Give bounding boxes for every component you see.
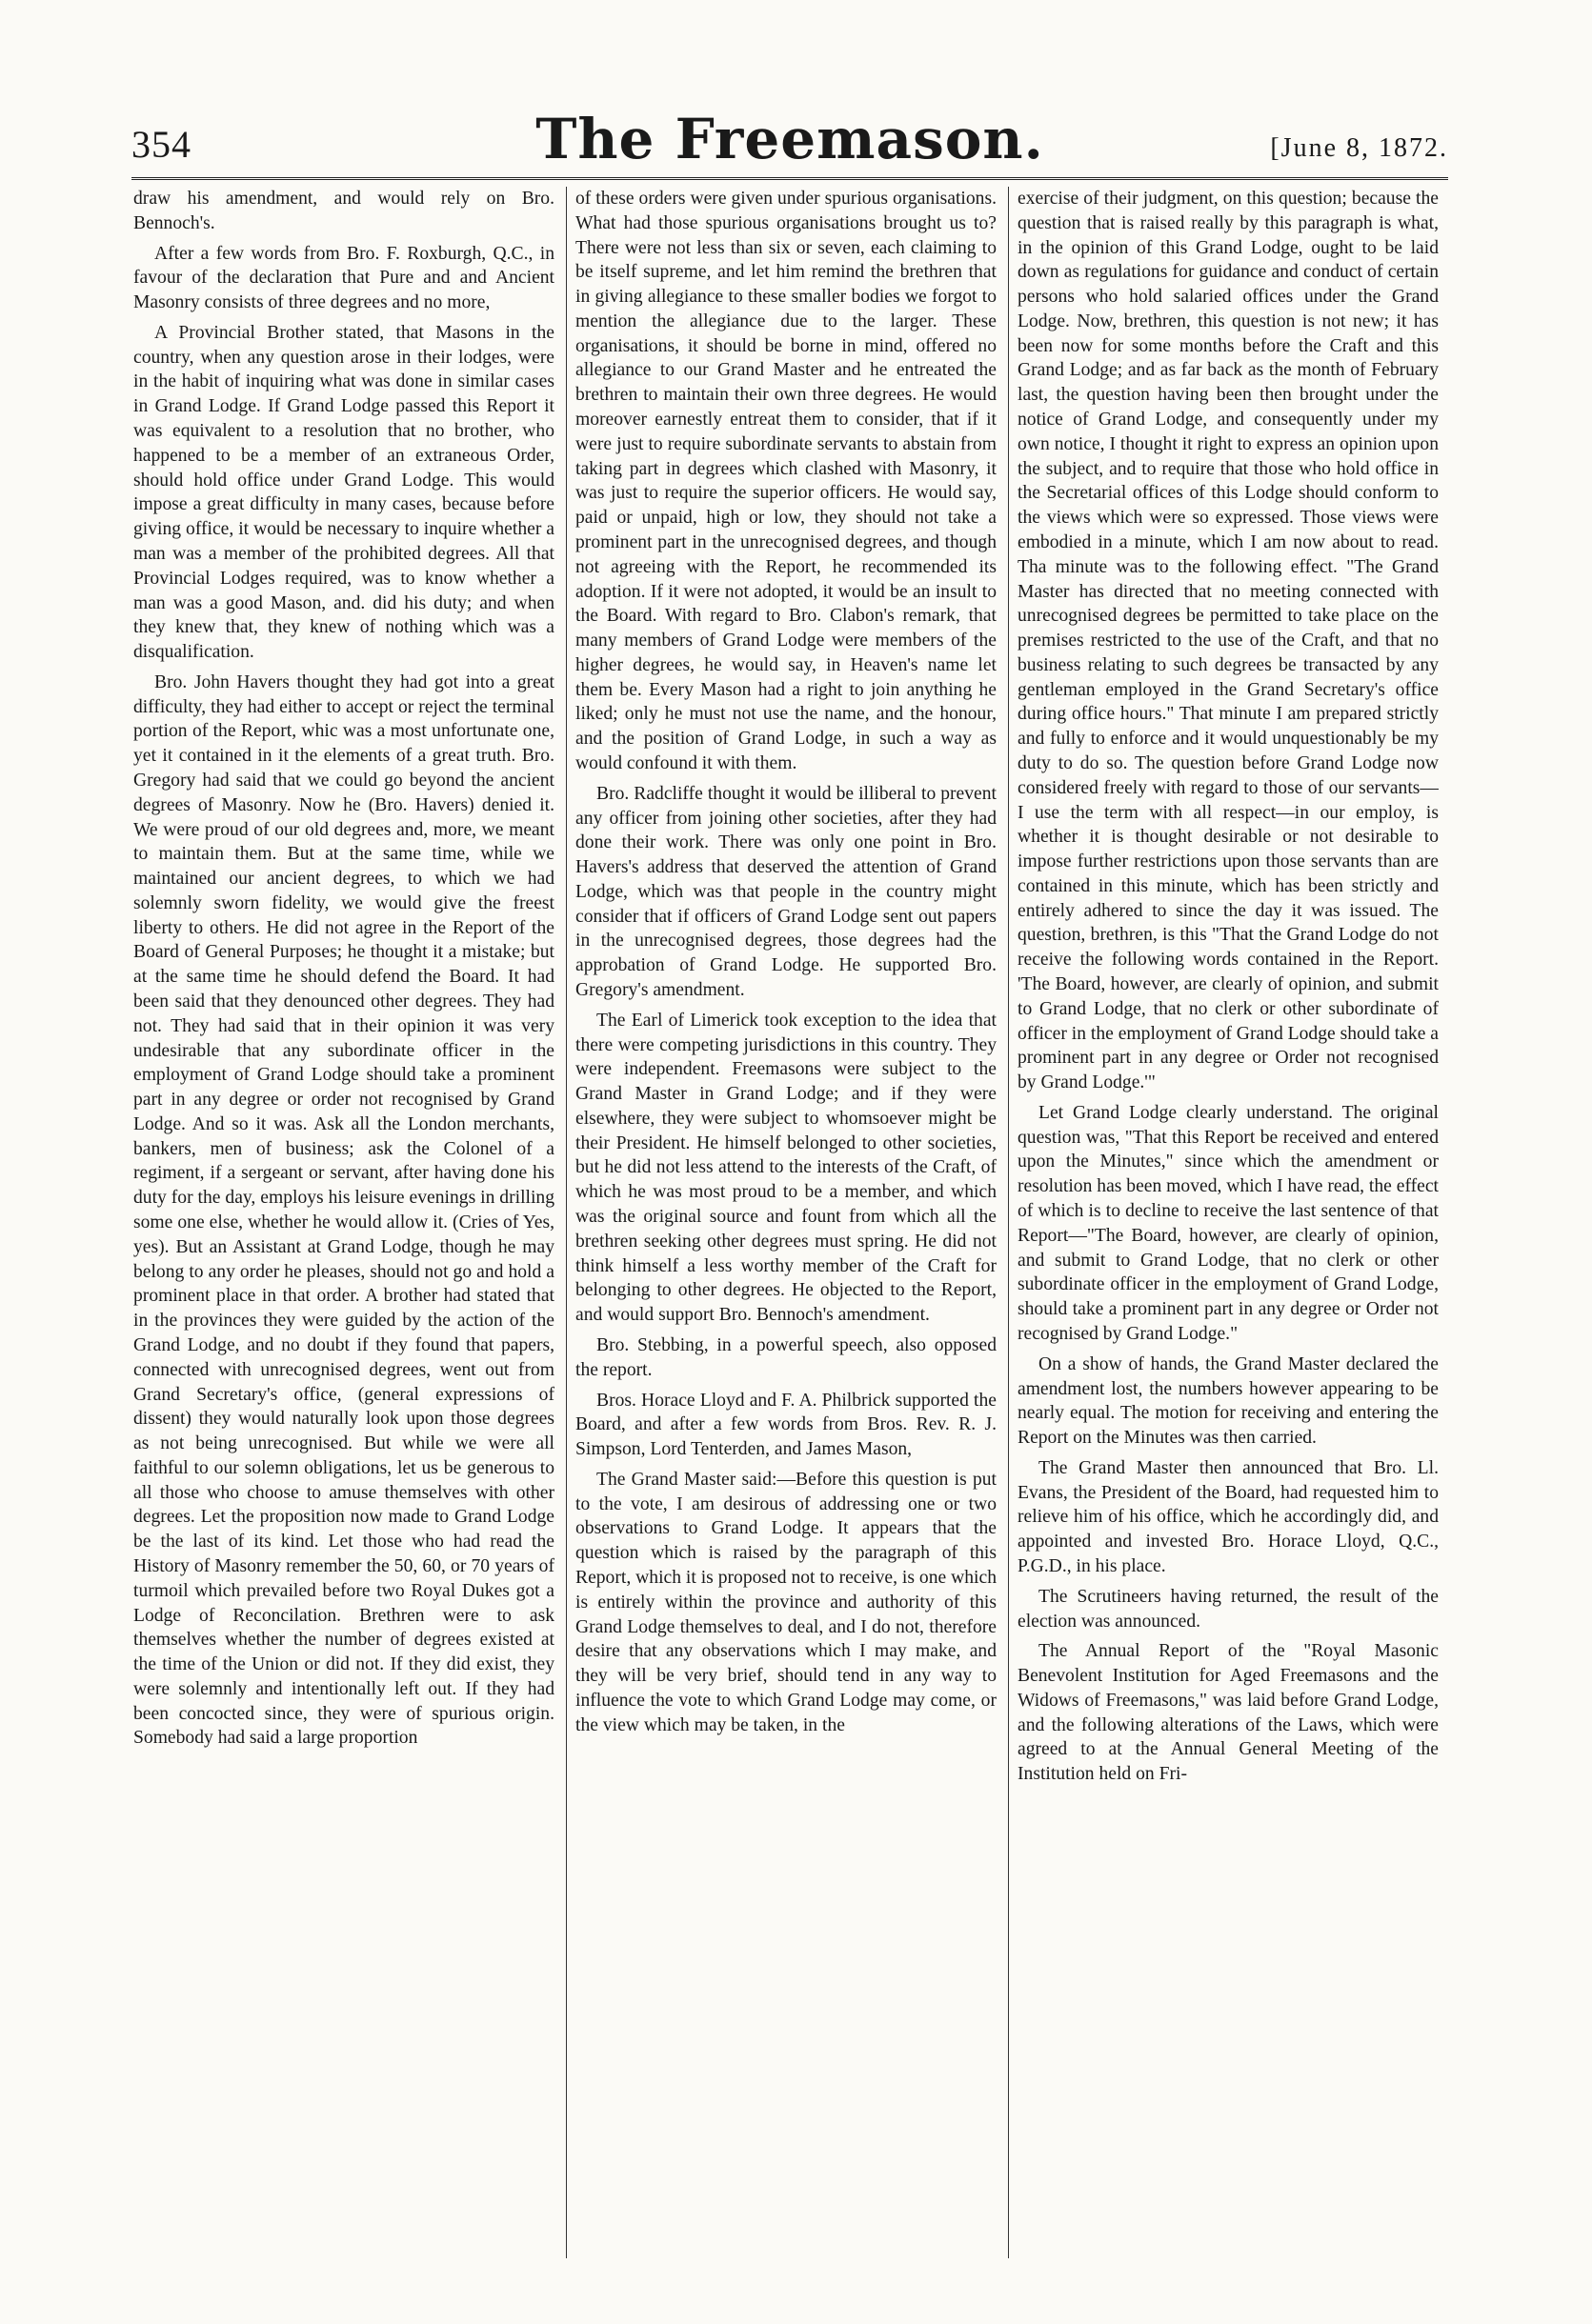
paragraph: exercise of their judgment, on this question; because the question that is raised really by this paragraph is what, in the opinion of this Grand Lodge, ought to be laid down as regulations for guidance and conduct of certain persons who hold salaried offices under the Grand Lodge. Now, brethren, this question is not new; it has been now for some months before the Craft and this Grand Lodge; and as far back as the month of February last, the question having been then brought under the notice of Grand Lodge, and consequently under my own notice, I thought it right to express an opinion upon the subject, and to require that those who hold office in the Secretarial offices of this Lodge should conform to the views which were so expressed. Those views were embodied in a minute, which I am now about to read. Tha minute was to the following effect. "The Grand Master has directed that no meeting connected with unrecognised degrees be permitted to take place on the premises restricted to the use of the Craft, and that no business relating to such degrees be transacted by any gentleman employed in the Grand Secretary's office during office hours." That minute I am prepared strictly and fully to enforce and it would unquestionably be my duty to do so. The question before Grand Lodge now considered freely with regard to those of our servants—I use the term with all respect—in our employ, is whether it is thought desirable or not desirable to impose further restrictions upon those servants than are contained in this minute, which has been strictly and entirely adhered to since the day it was issued. The question, brethren, is this "That the Grand Lodge do not receive the following words contained in the Report. 'The Board, however, are clearly of opinion, and submit to Grand Lodge, that no clerk or other subordinate of officer in the employment of Grand Lodge should take a prominent part in any degree or Order not recognised by Grand Lodge.'" — [1018, 189, 1439, 1093]
paragraph: Let Grand Lodge clearly understand. The original question was, "That this Report be received and entered upon the Minutes," since which the amendment or resolution has been moved, which I have read, the effect of which is to decline to receive the last sentence of that Report—"The Board, however, are clearly of opinion, and submit to Grand Lodge, that no clerk or other subordinate officer in the employment of Grand Lodge, should take a prominent part in any degree or Order not recognised by Grand Lodge." — [1018, 1102, 1439, 1344]
masthead — [131, 101, 1448, 177]
masthead-rule — [131, 177, 1448, 180]
paragraph: On a show of hands, the Grand Master declared the amendment lost, the numbers however appearing to be nearly equal. The motion for receiving and entering the Report on the Minutes was then carried. — [1018, 1353, 1439, 1449]
paragraph: The Earl of Limerick took exception to the idea that there were competing jurisdictions in this country. They were independent. Freemasons were subject to the Grand Master in Grand Lodge; and if they were elsewhere, they were subject to whomsoever might be their President. He himself belonged to other societies, but he did not less attend to the interests of the Craft, of which he was most proud to be a member, and which was the original source and fount from which all the brethren seeking other degrees must spring. He did not think himself a less worthy member of the Craft for belonging to other degrees. He objected to the Report, and would support Bro. Bennoch's amendment. — [575, 1010, 997, 1326]
column-1 — [133, 187, 554, 2263]
issue-date: [June 8, 1872. — [1270, 133, 1448, 163]
paragraph: draw his amendment, and would rely on Bro. Bennoch's. — [133, 189, 554, 233]
paragraph: The Grand Master said:—Before this question is put to the vote, I am desirous of addressing one or two observations to Grand Lodge. It appears that the question which is raised by the paragraph of this Report, which it is proposed not to receive, is one which is entirely within the province and authority of this Grand Lodge themselves to deal, and I do not, therefore desire that any observations which I may make, and they will be very brief, should tend in any way to influence the vote to which Grand Lodge may come, or the view which may be taken, in the — [575, 1469, 997, 1735]
paragraph: The Grand Master then announced that Bro. Ll. Evans, the President of the Board, had requested him to relieve him of his office, which he accordingly did, and appointed and invested Bro. Horace Lloyd, Q.C., P.G.D., in his place. — [1018, 1457, 1439, 1576]
paragraph: After a few words from Bro. F. Roxburgh, Q.C., in favour of the declaration that Pure and and Ancient Masonry consists of three degrees and no more, — [133, 243, 554, 313]
paragraph: Bro. Radcliffe thought it would be illiberal to prevent any officer from joining other societies, after they had done their work. There was only one point in Bro. Havers's address that deserved the attention of Grand Lodge, which was that people in the country might consider that if officers of Grand Lodge sent out papers in the unrecognised degrees, those degrees had the approbation of Grand Lodge. He supported Bro. Gregory's amendment. — [575, 783, 997, 1000]
paragraph: Bro. John Havers thought they had got into a great difficulty, they had either to accept or reject the terminal portion of the Report, whic was a most unfortunate one, yet it contained in it the elements of a great truth. Bro. Gregory had said that we could go beyond the ancient degrees of Masonry. Now he (Bro. Havers) denied it. We were proud of our old degrees and, more, we meant to maintain them. But at the same time, while we maintained our ancient degrees, to which we had solemnly sworn fidelity, we would give the freest liberty to others. He did not agree in the Report of the Board of General Purposes; he thought it a mistake; but at the same time he should defend the Board. It had been said that they denounced other degrees. They had not. They had said that in their opinion it was very undesirable that any subordinate officer in the employment of Grand Lodge should take a prominent part in any degree or order not recognised by Grand Lodge. And so it was. Ask all the London merchants, bankers, men of business; ask the Colonel of a regiment, if a sergeant or servant, after having done his duty for the day, employs his leisure evenings in drilling some one else, whether he would allow it. (Cries of Yes, yes). But an Assistant at Grand Lodge, though he may belong to any order he pleases, should not go and hold a prominent place in that order. A brother had stated that in the provinces they were guided by the action of the Grand Lodge, and no doubt if they found that papers, connected with unrecognised degrees, went out from Grand Secretary's office, (general expressions of dissent) they would naturally look upon those degrees as not being unrecognised. But while we were all faithful to our solemn obligations, let us be generous to all those who choose to amuse themselves with other degrees. Let the proposition now made to Grand Lodge be the last of its kind. Let those who had read the History of Masonry remember the 50, 60, or 70 years of turmoil which prevailed before two Royal Dukes got a Lodge of Reconcilation. Brethren were to ask themselves whether the number of degrees existed at the time of the Union or did not. If they did exist, they were solemnly and intentionally left out. If they had been concocted since, they were of spurious origin. Somebody had said a large proportion — [133, 671, 554, 1749]
column-divider — [1008, 187, 1009, 2258]
column-divider — [566, 187, 567, 2258]
paragraph: Bros. Horace Lloyd and F. A. Philbrick supported the Board, and after a few words from Bros. Rev. R. J. Simpson, Lord Tenterden, and James Mason, — [575, 1390, 997, 1460]
paragraph: The Annual Report of the "Royal Masonic Benevolent Institution for Aged Freemasons and the Widows of Freemasons," was laid before Grand Lodge, and the following alterations of the Laws, which were agreed to at the Annual General Meeting of the Institution held on Fri- — [1018, 1641, 1439, 1785]
column-2 — [575, 187, 997, 2263]
paragraph: The Scrutineers having returned, the result of the election was announced. — [1018, 1586, 1439, 1632]
paragraph: of these orders were given under spurious organisations. What had those spurious organisations brought us to? There were not less than six or seven, each claiming to be itself supreme, and let him remind the brethren that in giving allegiance to these smaller bodies we forgot to mention the allegiance due to the larger. These organisations, it should be borne in mind, offered no allegiance to our Grand Master and he entreated the brethren to maintain their own three degrees. He would moreover earnestly entreat them to consider, that if it were just to require subordinate servants to abstain from taking part in degrees which clashed with Masonry, it was just to require the superior officers. He would say, paid or unpaid, high or low, they should not take a prominent part in the unrecognised degrees, and though not agreeing with the Report, he recommended its adoption. If it were not adopted, it would be an insult to the Board. With regard to Bro. Clabon's remark, that many members of Grand Lodge were members of the higher degrees, he would say, in Heaven's name let them be. Every Mason had a right to join anything he liked; only he must not use the name, and the honour, and the position of Grand Lodge, in such a way as would confound it with them. — [575, 189, 997, 773]
column-3 — [1018, 187, 1439, 2263]
page-number: 354 — [131, 123, 191, 166]
paragraph: Bro. Stebbing, in a powerful speech, also opposed the report. — [575, 1334, 997, 1380]
newspaper-title: The Freemason. — [535, 107, 1044, 171]
paragraph: A Provincial Brother stated, that Masons in the country, when any question arose in their lodges, were in the habit of inquiring what was done in similar cases in Grand Lodge. If Grand Lodge passed this Report it was equivalent to a resolution that no brother, who happened to be a member of an extraneous Order, should hold office under Grand Lodge. This would impose a great difficulty in many cases, because before giving office, it would be necessary to inquire whether a man was a member of the prohibited degrees. All that Provincial Lodges required, was to know whether a man was a good Mason, and. did his duty; and when they knew that, they knew of nothing which was a disqualification. — [133, 322, 554, 663]
